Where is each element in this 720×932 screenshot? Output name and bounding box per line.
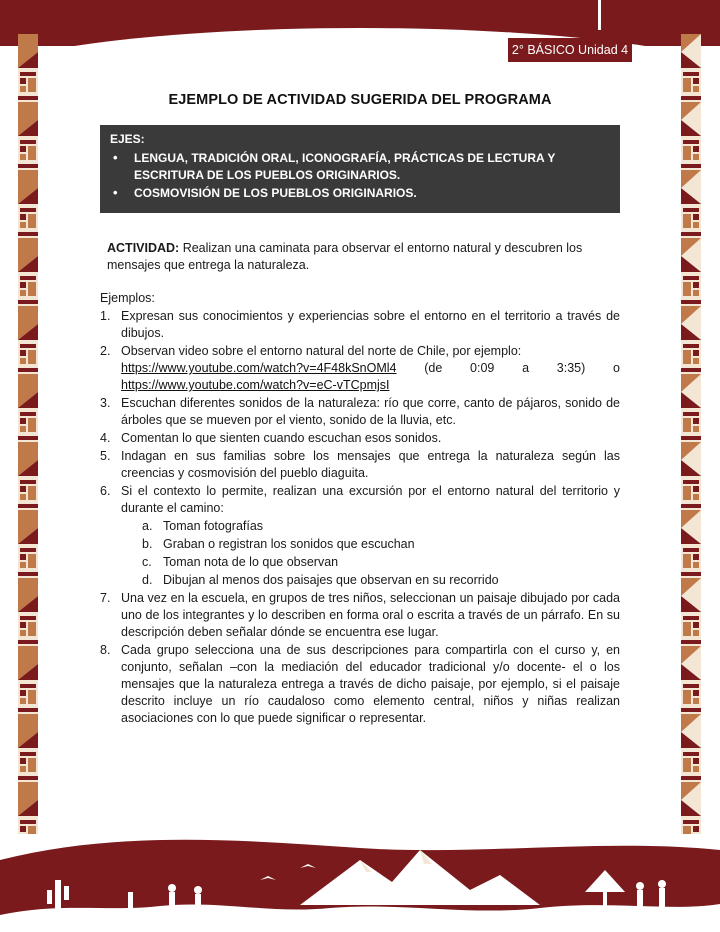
examples-heading: Ejemplos: xyxy=(100,291,155,305)
time-text: 0:09 xyxy=(470,361,495,375)
activity-text: Realizan una caminata para observar el entorno natural y descubren los mensajes que entrega la naturaleza. xyxy=(107,241,583,272)
sub-list-letter: c. xyxy=(142,555,152,569)
time-text: (de xyxy=(424,361,443,375)
list-text: Cada grupo selecciona una de sus descripciones para compartirla con el curso y, en conjunto, señalan –con la mediación del educador tradicional y/o docente- el o los mensajes que la naturaleza entrega a través de dicho paisaje, por ejemplo, si el paisaje descrito incluye un río caudaloso como elemento central, niños y niñas realizan asociaciones con lo que puede significar o representar. xyxy=(121,643,620,725)
list-text: Comentan lo que sienten cuando escuchan esos sonidos. xyxy=(121,431,442,445)
activity-paragraph xyxy=(107,240,619,274)
video-link-2[interactable]: https://www.youtube.com/watch?v=eC-vTCpmjsI xyxy=(121,378,390,392)
sub-list-letter: b. xyxy=(142,537,153,551)
list-item xyxy=(100,483,620,517)
activity-label: ACTIVIDAD: xyxy=(107,241,180,255)
list-number: 6. xyxy=(100,484,111,498)
list-number: 3. xyxy=(100,396,111,410)
sub-list-text: Dibujan al menos dos paisajes que observan en su recorrido xyxy=(163,573,499,587)
list-text: Indagan en sus familias sobre los mensajes que entrega la naturaleza según las creencias y cosmovisión del pueblo diaguita. xyxy=(121,449,620,480)
ejes-list xyxy=(110,150,610,202)
document-title: EJEMPLO DE ACTIVIDAD SUGERIDA DEL PROGRAMA xyxy=(168,92,552,108)
list-text: Expresan sus conocimientos y experiencias sobre el entorno en el territorio a través de dibujos. xyxy=(121,309,620,340)
right-decorative-border xyxy=(681,34,701,834)
landscape-silhouette-icon xyxy=(0,820,720,932)
list-item xyxy=(100,448,620,482)
sub-list-item xyxy=(100,536,620,553)
list-item xyxy=(100,430,620,447)
time-text: o xyxy=(613,361,620,375)
list-number: 7. xyxy=(100,591,111,605)
header-divider xyxy=(598,0,601,30)
list-item xyxy=(100,642,620,727)
list-number: 2. xyxy=(100,344,111,358)
grade-unit-badge: 2° BÁSICO Unidad 4 xyxy=(508,38,632,62)
sub-list-text: Graban o registran los sonidos que escuchan xyxy=(163,537,415,551)
list-number: 5. xyxy=(100,449,111,463)
sub-list-text: Toman nota de lo que observan xyxy=(163,555,339,569)
footer-landscape xyxy=(0,820,720,932)
left-decorative-border xyxy=(18,34,38,834)
sub-list-item xyxy=(100,518,620,535)
ejes-item: • COSMOVISIÓN DE LOS PUEBLOS ORIGINARIOS. xyxy=(110,185,610,202)
sub-list-letter: a. xyxy=(142,519,153,533)
ejes-item: • LENGUA, TRADICIÓN ORAL, ICONOGRAFÍA, PRÁCTICAS DE LECTURA Y ESCRITURA DE LOS PUEBLOS ORIGINARIOS. xyxy=(110,150,610,183)
list-text: Una vez en la escuela, en grupos de tres niños, seleccionan un paisaje dibujado por cada uno de los integrantes y lo describen en forma oral o escrita a través de un párrafo. En su descripción deben señalar dónde se encuentra ese lugar. xyxy=(121,591,620,639)
time-text: a xyxy=(522,361,530,375)
ejes-box xyxy=(100,125,620,213)
list-text: Si el contexto lo permite, realizan una excursión por el entorno natural del territorio y durante el camino: xyxy=(121,484,620,515)
list-item xyxy=(100,343,620,394)
list-number: 1. xyxy=(100,309,111,323)
list-number: 4. xyxy=(100,431,111,445)
sub-list-letter: d. xyxy=(142,573,153,587)
list-number: 8. xyxy=(100,643,111,657)
sub-list-text: Toman fotografías xyxy=(163,519,264,533)
list-item xyxy=(100,590,620,641)
diaguita-pattern-icon xyxy=(18,34,38,834)
ejes-heading: EJES: xyxy=(110,132,145,146)
time-text: 3:35) xyxy=(556,361,586,375)
list-item xyxy=(100,308,620,342)
video-link-line xyxy=(121,360,620,377)
diaguita-pattern-icon xyxy=(681,34,701,834)
list-text: Observan video sobre el entorno natural del norte de Chile, por ejemplo: xyxy=(121,344,522,358)
examples-section xyxy=(100,290,620,728)
sub-list-item xyxy=(100,554,620,571)
list-text: Escuchan diferentes sonidos de la naturaleza: río que corre, canto de pájaros, sonido de árboles que se mueven por el viento, sonido de la lluvia, etc. xyxy=(121,396,620,427)
list-item xyxy=(100,395,620,429)
sub-list-item xyxy=(100,572,620,589)
video-link-1[interactable]: https://www.youtube.com/watch?v=4F48kSnOMl4 xyxy=(121,361,397,375)
